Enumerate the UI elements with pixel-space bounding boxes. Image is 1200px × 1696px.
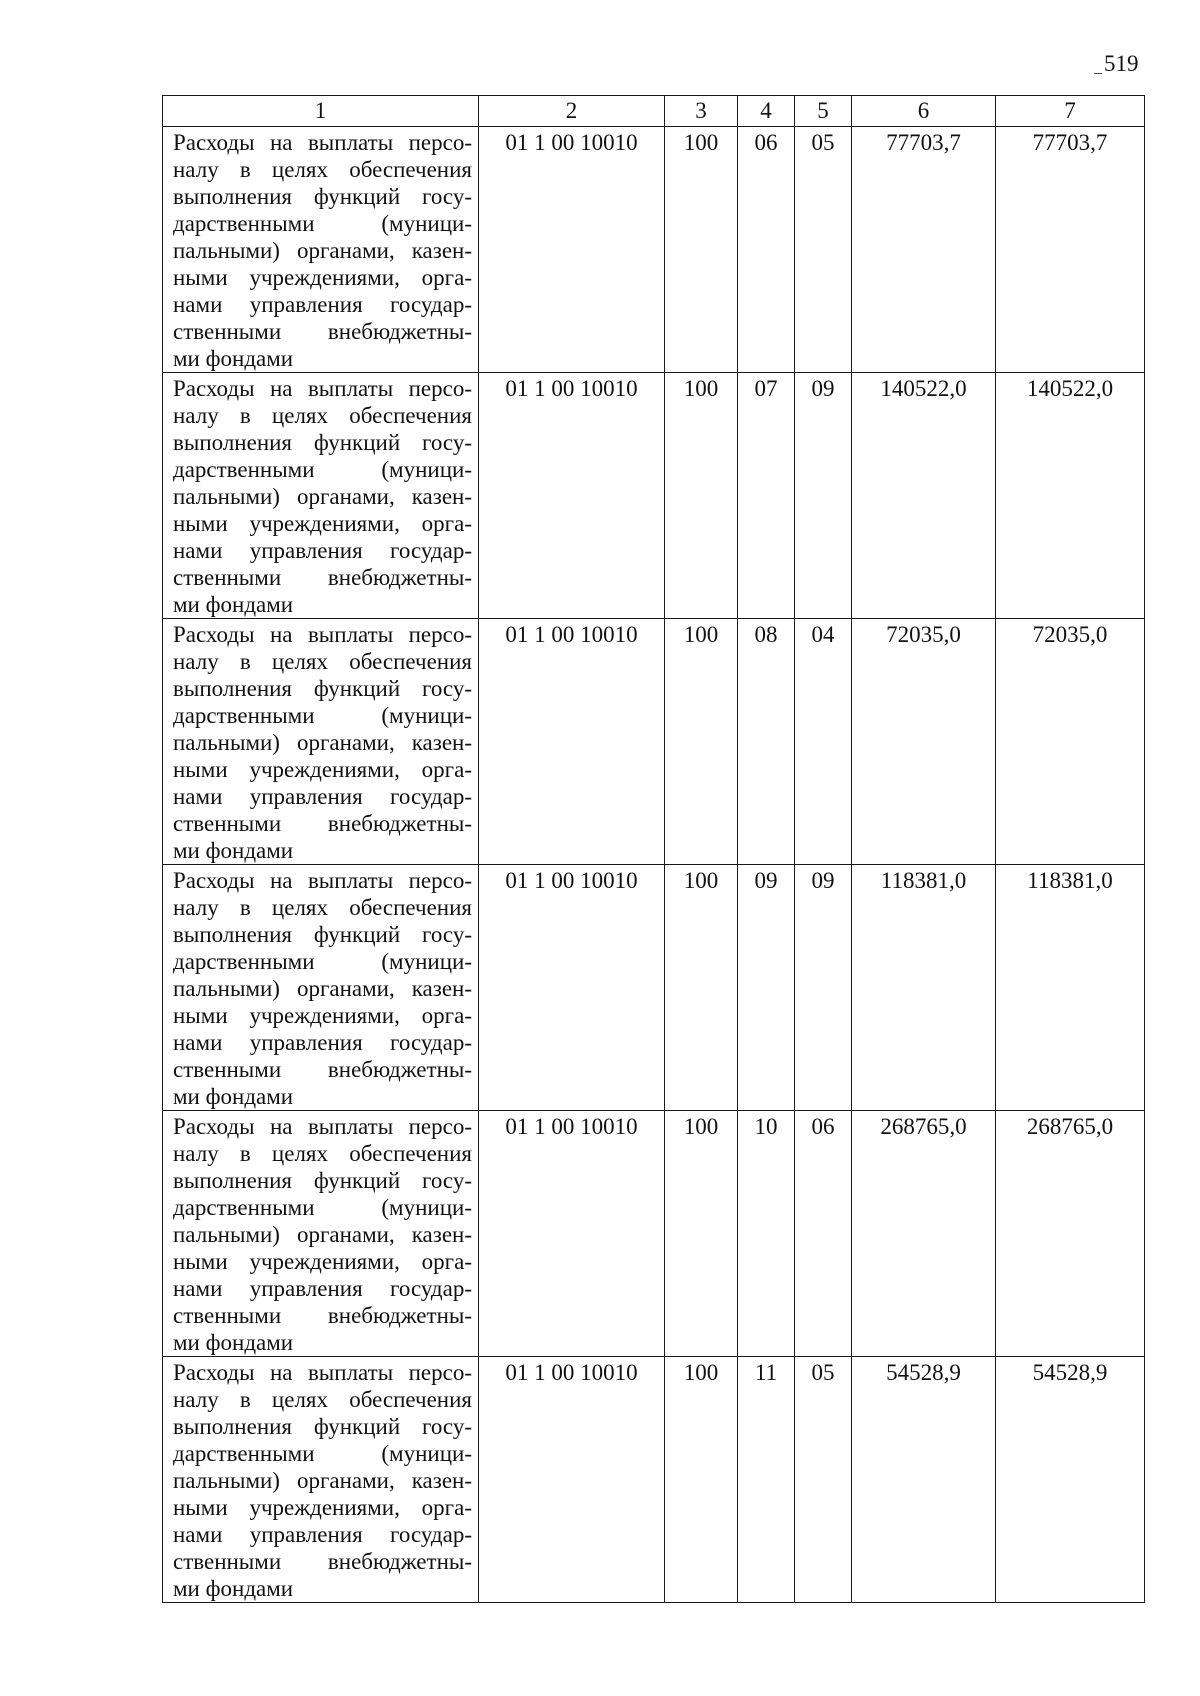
description-line: ными учреждениями, орга-: [173, 1003, 472, 1028]
description-line: ными учреждениями, орга-: [173, 1249, 472, 1274]
cell-col-4: 06: [738, 127, 795, 373]
description-line: Расходы на выплаты персо-: [173, 1360, 472, 1385]
header-col-4: 4: [738, 96, 795, 127]
cell-description: [163, 865, 479, 1111]
cell-col-5: 04: [795, 619, 852, 865]
description-line: ственными внебюджетны-: [173, 565, 472, 590]
description-line: пальными) органами, казен-: [173, 1468, 472, 1493]
cell-description: [163, 1111, 479, 1357]
description-line: налу в целях обеспечения: [173, 403, 472, 428]
description-line: ственными внебюджетны-: [173, 1057, 472, 1082]
header-row: [163, 96, 1145, 127]
cell-col-4: 08: [738, 619, 795, 865]
cell-col-7: 140522,0: [996, 373, 1145, 619]
description-line: налу в целях обеспечения: [173, 1141, 472, 1166]
cell-code: 01 1 00 10010: [479, 619, 665, 865]
cell-col-6: 72035,0: [852, 619, 996, 865]
description-line: ственными внебюджетны-: [173, 1303, 472, 1328]
description-line: ми фондами: [173, 1330, 294, 1355]
table-body: [163, 127, 1145, 1603]
description-line: дарственными (муници-: [173, 211, 472, 236]
cell-col-6: 140522,0: [852, 373, 996, 619]
header-col-2: 2: [479, 96, 665, 127]
cell-col-4: 09: [738, 865, 795, 1111]
description-line: Расходы на выплаты персо-: [173, 1114, 472, 1139]
cell-col-5: 09: [795, 865, 852, 1111]
cell-col-6: 77703,7: [852, 127, 996, 373]
description-line: дарственными (муници-: [173, 1195, 472, 1220]
description-line: выполнения функций госу-: [173, 922, 472, 947]
description-line: ными учреждениями, орга-: [173, 1495, 472, 1520]
description-line: ми фондами: [173, 592, 294, 617]
description-line: нами управления государ-: [173, 292, 472, 317]
description-line: ными учреждениями, орга-: [173, 511, 472, 536]
cell-col-7: 72035,0: [996, 619, 1145, 865]
header-col-1: 1: [163, 96, 479, 127]
description-line: пальными) органами, казен-: [173, 976, 472, 1001]
description-line: Расходы на выплаты персо-: [173, 376, 472, 401]
cell-col-6: 54528,9: [852, 1357, 996, 1603]
description-line: выполнения функций госу-: [173, 430, 472, 455]
header-col-3: 3: [665, 96, 738, 127]
cell-description: [163, 1357, 479, 1603]
cell-col-7: 77703,7: [996, 127, 1145, 373]
cell-col-4: 11: [738, 1357, 795, 1603]
cell-col-3: 100: [665, 865, 738, 1111]
budget-table: [162, 95, 1145, 1603]
description-line: выполнения функций госу-: [173, 676, 472, 701]
description-line: дарственными (муници-: [173, 703, 472, 728]
description-line: налу в целях обеспечения: [173, 1387, 472, 1412]
header-col-6: 6: [852, 96, 996, 127]
description-line: ственными внебюджетны-: [173, 319, 472, 344]
description-line: нами управления государ-: [173, 538, 472, 563]
description-line: пальными) органами, казен-: [173, 1222, 472, 1247]
description-line: ственными внебюджетны-: [173, 1549, 472, 1574]
description-line: выполнения функций госу-: [173, 184, 472, 209]
cell-code: 01 1 00 10010: [479, 1357, 665, 1603]
description-line: пальными) органами, казен-: [173, 484, 472, 509]
cell-col-7: 118381,0: [996, 865, 1145, 1111]
description-line: дарственными (муници-: [173, 949, 472, 974]
header-col-7: 7: [996, 96, 1145, 127]
table-row: [163, 1357, 1145, 1603]
cell-col-3: 100: [665, 1357, 738, 1603]
description-line: нами управления государ-: [173, 1276, 472, 1301]
description-line: Расходы на выплаты персо-: [173, 868, 472, 893]
description-line: ми фондами: [173, 1084, 294, 1109]
cell-col-3: 100: [665, 373, 738, 619]
description-line: пальными) органами, казен-: [173, 238, 472, 263]
page-number: 519: [1104, 51, 1139, 76]
description-line: Расходы на выплаты персо-: [173, 130, 472, 155]
cell-col-3: 100: [665, 127, 738, 373]
cell-col-5: 06: [795, 1111, 852, 1357]
cell-col-6: 268765,0: [852, 1111, 996, 1357]
cell-code: 01 1 00 10010: [479, 373, 665, 619]
cell-col-6: 118381,0: [852, 865, 996, 1111]
cell-col-5: 09: [795, 373, 852, 619]
description-line: нами управления государ-: [173, 1522, 472, 1547]
description-line: дарственными (муници-: [173, 457, 472, 482]
table-row: [163, 127, 1145, 373]
description-line: выполнения функций госу-: [173, 1414, 472, 1439]
description-line: выполнения функций госу-: [173, 1168, 472, 1193]
cell-description: [163, 373, 479, 619]
description-line: налу в целях обеспечения: [173, 895, 472, 920]
description-line: ными учреждениями, орга-: [173, 757, 472, 782]
header-col-5: 5: [795, 96, 852, 127]
cell-col-3: 100: [665, 1111, 738, 1357]
description-line: ми фондами: [173, 838, 294, 863]
description-line: налу в целях обеспечения: [173, 157, 472, 182]
cell-code: 01 1 00 10010: [479, 1111, 665, 1357]
description-line: ми фондами: [173, 346, 294, 371]
description-line: ственными внебюджетны-: [173, 811, 472, 836]
description-line: Расходы на выплаты персо-: [173, 622, 472, 647]
cell-code: 01 1 00 10010: [479, 865, 665, 1111]
cell-col-7: 54528,9: [996, 1357, 1145, 1603]
cell-col-3: 100: [665, 619, 738, 865]
cell-col-4: 10: [738, 1111, 795, 1357]
table-row: [163, 619, 1145, 865]
description-line: ми фондами: [173, 1576, 294, 1601]
description-line: налу в целях обеспечения: [173, 649, 472, 674]
table-row: [163, 1111, 1145, 1357]
cell-col-7: 268765,0: [996, 1111, 1145, 1357]
cell-col-5: 05: [795, 1357, 852, 1603]
cell-col-5: 05: [795, 127, 852, 373]
cell-description: [163, 127, 479, 373]
cell-code: 01 1 00 10010: [479, 127, 665, 373]
description-line: нами управления государ-: [173, 1030, 472, 1055]
description-line: дарственными (муници-: [173, 1441, 472, 1466]
description-line: нами управления государ-: [173, 784, 472, 809]
description-line: пальными) органами, казен-: [173, 730, 472, 755]
cell-description: [163, 619, 479, 865]
description-line: ными учреждениями, орга-: [173, 265, 472, 290]
cell-col-4: 07: [738, 373, 795, 619]
table-row: [163, 373, 1145, 619]
table-row: [163, 865, 1145, 1111]
